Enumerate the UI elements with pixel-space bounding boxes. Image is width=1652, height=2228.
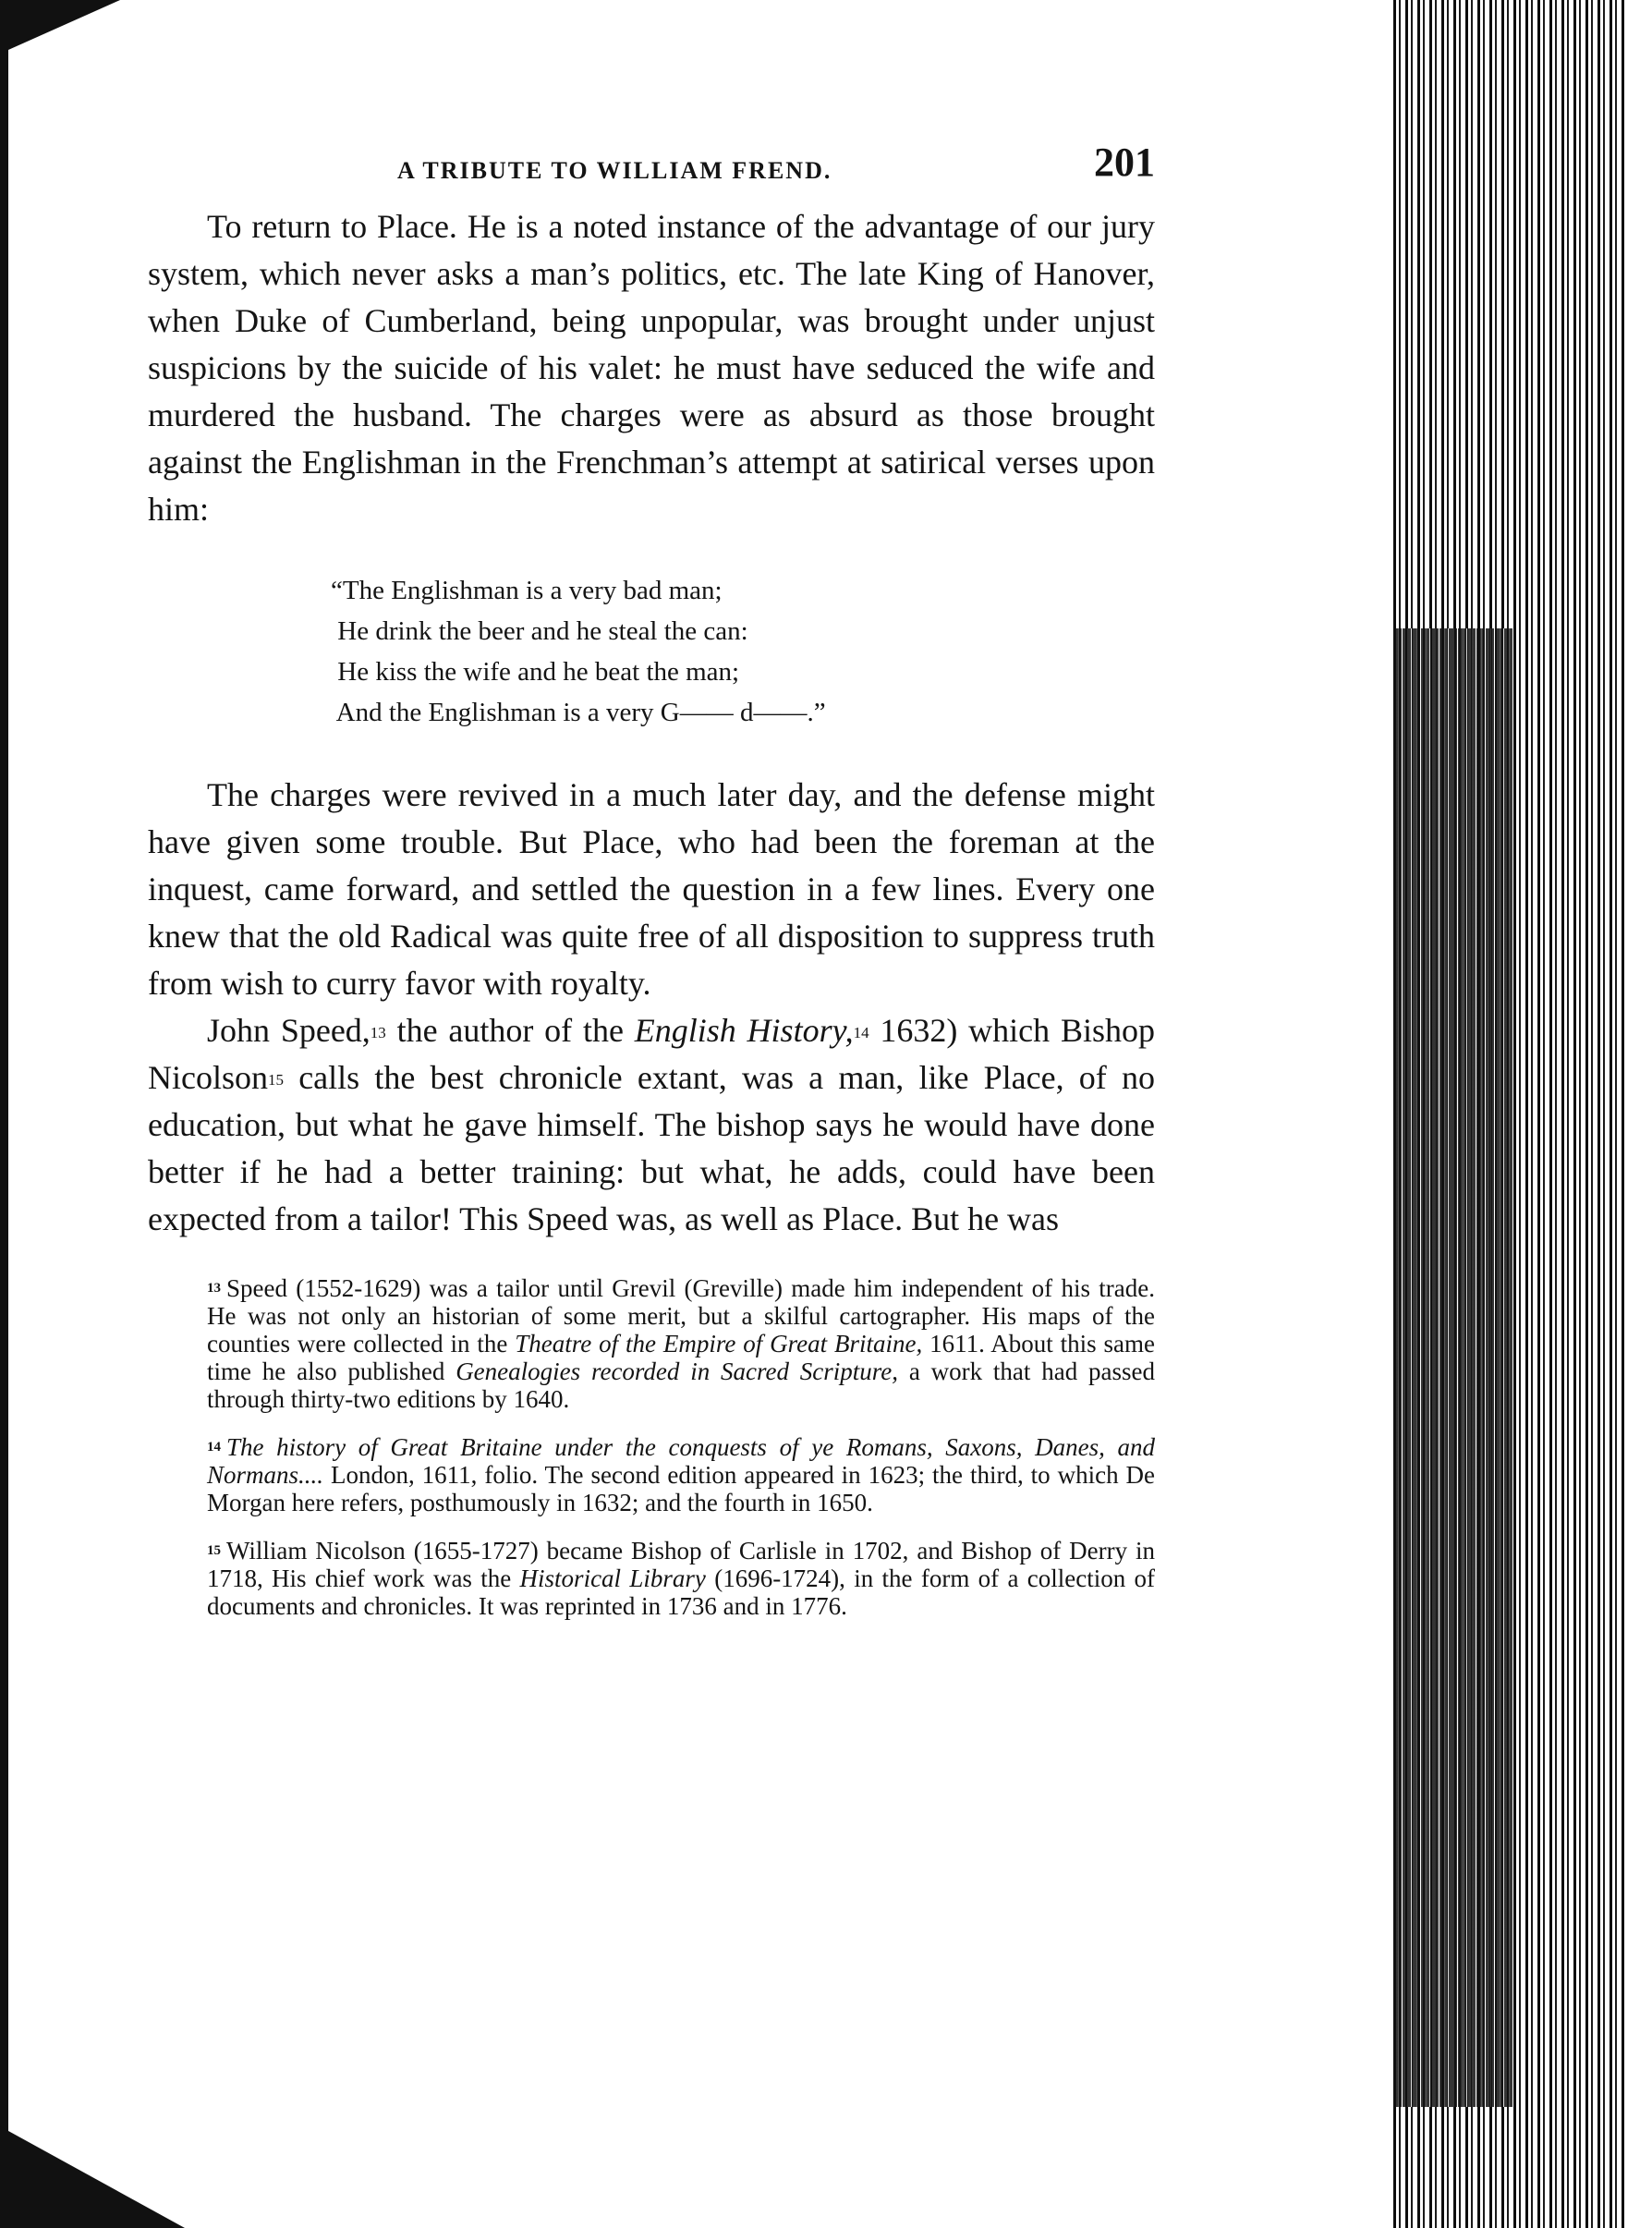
text-span: (1696-1724), in the form of a collection of documents and chronicles. It was reprinted in 1736 and in 1776. [207, 1564, 1155, 1620]
italic-title: The history of Great Britaine under the conquests of ye Romans, Saxons, Danes, and Normans.... [207, 1433, 1155, 1489]
text-span: calls the best chronicle extant, was a man, like Place, of no education, but what he gave himself. The bishop says he would have done better if he had a better training: but what, he adds, could have been expected from a tailor! This Speed was, as well as Place. But he was [148, 1059, 1155, 1237]
text-span: 1611. About this same time he also published [207, 1330, 1155, 1385]
verse-line: He kiss the wife and he beat the man; [331, 657, 740, 687]
footnote-number: 13 [207, 1281, 221, 1296]
footnote-ref-15: 15 [268, 1071, 284, 1089]
book-page-edges-shadow [1393, 628, 1513, 2107]
italic-title: Genealogies recorded in Sacred Scripture, [456, 1357, 899, 1385]
text-span: a work that had passed through thirty-two editions by 1640. [207, 1357, 1155, 1413]
italic-title: Theatre of the Empire of Great Britaine, [515, 1330, 923, 1357]
text-span: Speed (1552-1629) was a tailor until Grevil (Greville) made him independent of his trade. He was not only an historian of some merit, but a skilful cartographer. His maps of the counties were collected in the [207, 1274, 1155, 1357]
footnote-15 [148, 1537, 1155, 1620]
paragraph-place-jury: To return to Place. He is a noted instance of the advantage of our jury system, which never asks a man’s politics, etc. The late King of Hanover, when Duke of Cumberland, being unpopular, was brought under unjust suspicions by the suicide of his valet: he must have seduced the wife and murdered the husband. The charges were as absurd as those brought against the Englishman in the Frenchman’s attempt at satirical verses upon him: [148, 208, 1155, 528]
footnote-14 [148, 1433, 1155, 1516]
footnote-number: 14 [207, 1440, 221, 1455]
book-title: English History, [634, 1012, 854, 1049]
scan-corner-bottom [0, 2126, 185, 2228]
page-number: 201 [1094, 140, 1155, 185]
text-span: London, 1611, folio. The second edition appeared in 1623; the third, to which De Morgan here refers, posthumously in 1632; and the fourth in 1650. [207, 1461, 1155, 1516]
verse-quotation [331, 570, 1155, 733]
footnotes [148, 1274, 1155, 1620]
paragraph-charges-revived: The charges were revived in a much later day, and the defense might have given some trouble. But Place, who had been the foreman at the inquest, came forward, and settled the question in a few lines. Every one knew that the old Radical was quite free of all disposition to suppress truth from wish to curry favor with royalty. [148, 776, 1155, 1002]
text-span: John Speed, [207, 1012, 370, 1049]
paragraph-john-speed [148, 1007, 1155, 1243]
running-head [148, 139, 1155, 203]
page-content [148, 139, 1155, 1640]
verse-line: He drink the beer and he steal the can: [331, 616, 748, 646]
text-span: William Nicolson (1655-1727) became Bishop of Carlisle in 1702, and Bishop of Derry in 1718, His chief work was the [207, 1537, 1155, 1592]
footnote-ref-13: 13 [370, 1024, 386, 1041]
footnote-ref-14: 14 [853, 1024, 869, 1041]
scan-left-edge [0, 37, 8, 2144]
text-span: the author of the [385, 1012, 635, 1049]
footnote-13 [148, 1274, 1155, 1413]
italic-title: Historical Library [519, 1564, 706, 1592]
running-title: A TRIBUTE TO WILLIAM FREND. [397, 157, 832, 184]
verse-line: And the Englishman is a very G—— d——.” [331, 698, 826, 727]
footnote-number: 15 [207, 1543, 221, 1558]
verse-line: “The Englishman is a very bad man; [331, 576, 723, 605]
text-span: 1632) which Bishop Nicolson [148, 1012, 1155, 1096]
scan-corner-top [0, 0, 120, 54]
